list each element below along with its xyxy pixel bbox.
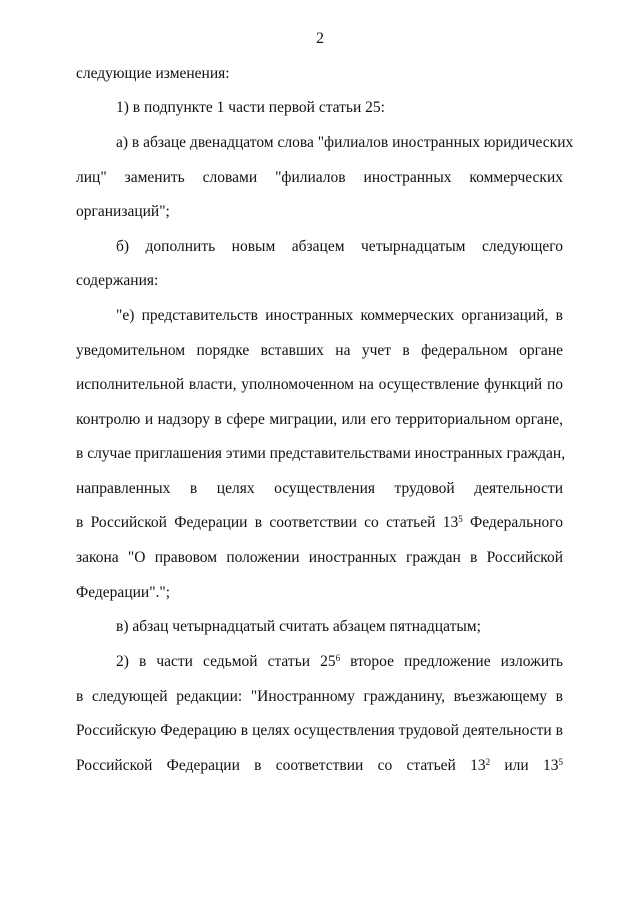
text-line: направленных в целях осуществления трудовой деятельности (76, 480, 563, 497)
text-line: в) абзац четырнадцатый считать абзацем пятнадцатым; (116, 618, 481, 635)
text-segment: 2) в части седьмой статьи 25 (116, 653, 336, 670)
text-line: контролю и надзору в сфере миграции, или его территориальном органе, (76, 411, 563, 428)
text-line: Федерации"."; (76, 584, 171, 601)
superscript: 5 (458, 514, 463, 524)
text-line: следующие изменения: (76, 65, 230, 82)
text-line: "е) представительств иностранных коммерческих организаций, в (116, 307, 563, 324)
text-line: в случае приглашения этими представительствами иностранных граждан, (76, 445, 566, 462)
text-segment: или 13 (490, 757, 559, 774)
superscript: 2 (485, 757, 491, 767)
text-line: Российскую Федерацию в целях осуществления трудовой деятельности в (76, 722, 563, 739)
text-segment: Российской Федерации в соответствии со статьей 13 (76, 757, 486, 774)
text-line: организаций"; (76, 203, 170, 220)
text-line (76, 513, 563, 533)
text-line (76, 756, 563, 776)
text-line: исполнительной власти, уполномоченном на осуществление функций по (76, 376, 563, 393)
text-line: б) дополнить новым абзацем четырнадцатым следующего (116, 238, 563, 255)
text-segment: Федерального (462, 514, 563, 531)
text-line: содержания: (76, 272, 159, 289)
text-line: лиц" заменить словами "филиалов иностранных коммерческих (76, 169, 563, 186)
text-line: в следующей редакции: "Иностранному гражданину, въезжающему в (76, 688, 563, 705)
text-line: закона "О правовом положении иностранных граждан в Российской (76, 549, 563, 566)
text-line: 1) в подпункте 1 части первой статьи 25: (116, 99, 385, 116)
page-number: 2 (316, 30, 324, 47)
text-line: уведомительном порядке вставших на учет в федеральном органе (76, 342, 563, 359)
text-line (116, 652, 563, 672)
superscript: 6 (335, 653, 341, 663)
text-segment: в Российской Федерации в соответствии со статьей 13 (76, 514, 459, 531)
superscript: 5 (558, 757, 563, 767)
text-line: а) в абзаце двенадцатом слова "филиалов иностранных юридических (116, 134, 574, 151)
text-segment: второе предложение изложить (340, 653, 563, 670)
